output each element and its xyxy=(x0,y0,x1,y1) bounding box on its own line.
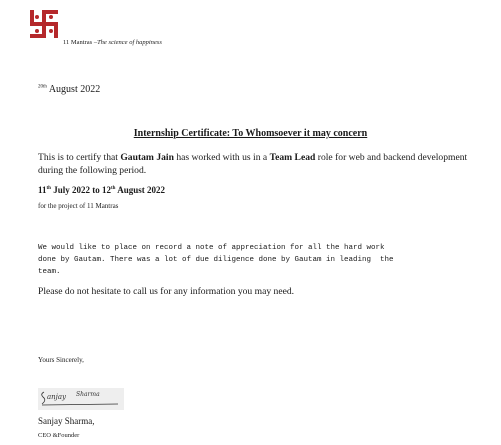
period-end-suffix: th xyxy=(110,186,116,191)
internship-period xyxy=(38,185,165,195)
closing-salutation: Yours Sincerely, xyxy=(38,356,84,364)
intern-name: Gautam Jain xyxy=(120,152,174,163)
period-start-suffix: th xyxy=(46,186,51,191)
date-day: 20 xyxy=(38,84,43,90)
intern-role: Team Lead xyxy=(269,152,316,163)
para1-text-3: role for web and backend development during the following period. xyxy=(38,152,468,176)
project-line: for the project of 11 Mantras xyxy=(38,202,119,210)
handwritten-signature xyxy=(38,388,124,410)
letter-date xyxy=(38,84,100,95)
signatory-role: CEO &Founder xyxy=(38,432,80,439)
date-suffix: th xyxy=(43,84,47,90)
period-end-rest: August 2022 xyxy=(115,185,165,195)
para1-text-1: This is to certify that xyxy=(38,152,121,163)
swastika-logo-icon xyxy=(28,8,60,40)
svg-text:Sharma: Sharma xyxy=(76,391,100,398)
appreciation-paragraph: We would like to place on record a note of appreciation for all the hard work done by Gautam. There was a lot of due diligence done by Gautam in leading the team. xyxy=(38,244,394,276)
contact-note: Please do not hesitate to call us for any information you may need. xyxy=(38,286,295,297)
svg-text:anjay: anjay xyxy=(47,393,66,401)
certificate-title: Internship Certificate: To Whomsoever it may concern xyxy=(133,128,368,139)
brand-tagline: –The science of happiness xyxy=(93,39,162,46)
brand-name: 11 Mantras xyxy=(63,39,93,46)
signatory-name: Sanjay Sharma, xyxy=(38,416,95,426)
period-start-day: 11 xyxy=(38,185,47,195)
brand-line xyxy=(63,39,162,46)
period-start-rest: July 2022 to 12 xyxy=(50,185,111,195)
certification-paragraph xyxy=(38,151,488,177)
para1-text-2: has worked with us in a xyxy=(173,152,270,163)
date-rest: August 2022 xyxy=(46,84,101,95)
